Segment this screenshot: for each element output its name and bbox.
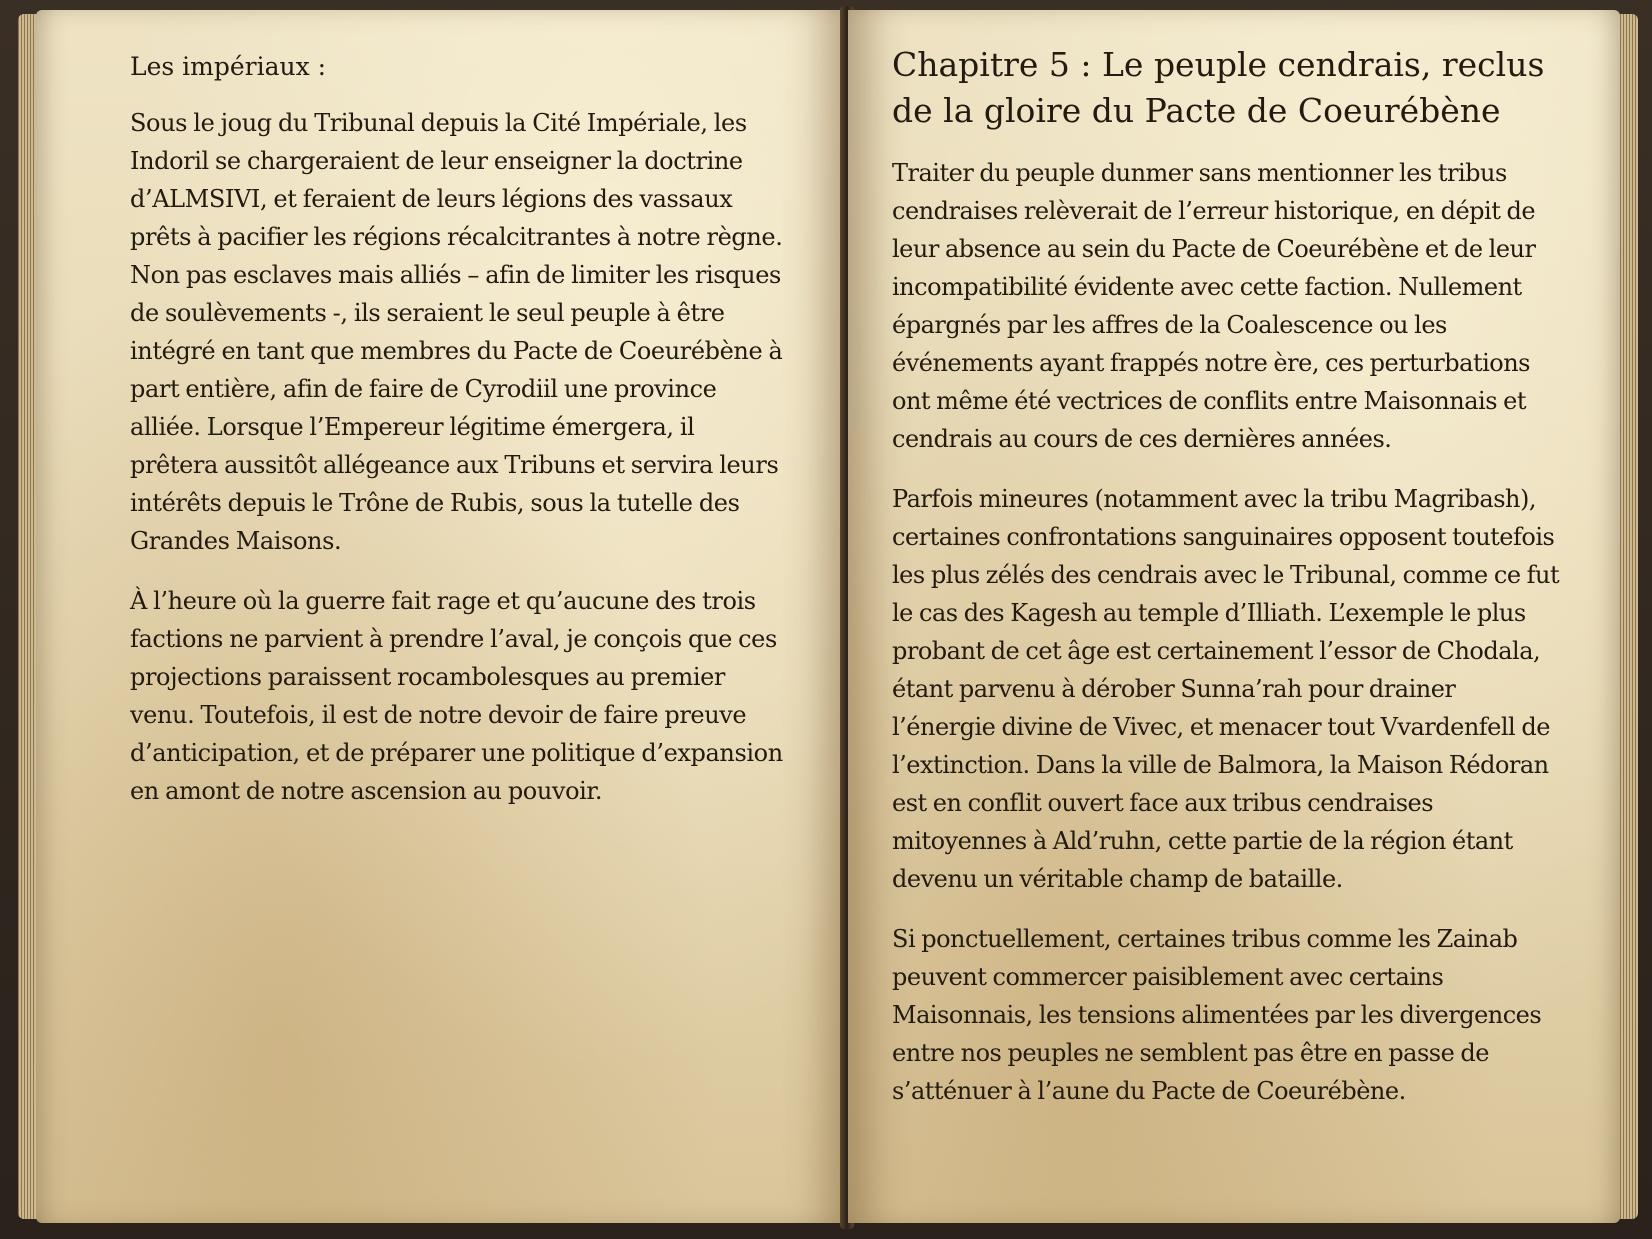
left-page-heading: Les impériaux : xyxy=(130,52,327,81)
left-page-paragraph-1: Sous le joug du Tribunal depuis la Cité Impériale, les Indoril se chargeraient de leur enseigner la doctrine d’ALMSIVI, et feraient de leurs légions des vassaux prêts à pacifier les régions récalcitrantes à notre règne. Non pas esclaves mais alliés – afin de limiter les risques de soulèvements -, ils seraient le seul peuple à être intégré en tant que membres du Pacte de Coeurébène à part entière, afin de faire de Cyrodiil une province alliée. Lorsque l’Empereur légitime émergera, il prêtera aussitôt allégeance aux Tribuns et servira leurs intérêts depuis le Trône de Rubis, sous la tutelle des Grandes Maisons. xyxy=(130,109,783,555)
book-right-page-edges xyxy=(1618,14,1638,1219)
left-page-paragraph-2: À l’heure où la guerre fait rage et qu’aucune des trois factions ne parvient à prendre l’aval, je conçois que ces projections paraissent rocambolesques au premier venu. Toutefois, il est de notre devoir de faire preuve d’anticipation, et de préparer une politique d’expansion en amont de notre ascension au pouvoir. xyxy=(130,587,783,805)
left-page[interactable] xyxy=(36,10,846,1223)
book-left-page-edges xyxy=(18,14,38,1219)
right-page[interactable] xyxy=(848,10,1620,1223)
right-page-paragraph-2: Parfois mineures (notamment avec la tribu Magribash), certaines confrontations sanguinaires opposent toutefois les plus zélés des cendrais avec le Tribunal, comme ce fut le cas des Kagesh au temple d’Illiath. L’exemple le plus probant de cet âge est certainement l’essor de Chodala, étant parvenu à dérober Sunna’rah pour drainer l’énergie divine de Vivec, et menacer tout Vvardenfell de l’extinction. Dans la ville de Balmora, la Maison Rédoran est en conflit ouvert face aux tribus cendraises mitoyennes à Ald’ruhn, cette partie de la région étant devenu un véritable champ de bataille. xyxy=(892,485,1560,893)
chapter-title: Chapitre 5 : Le peuple cendrais, reclus de la gloire du Pacte de Coeurébène xyxy=(892,45,1545,130)
right-page-paragraph-1: Traiter du peuple dunmer sans mentionner les tribus cendraises relèverait de l’erreur historique, en dépit de leur absence au sein du Pacte de Coeurébène et de leur incompatibilité évidente avec cette faction. Nullement épargnés par les affres de la Coalescence ou les événements ayant frappés notre ère, ces perturbations ont même été vectrices de conflits entre Maisonnais et cendrais au cours de ces dernières années. xyxy=(892,159,1536,453)
right-page-paragraph-3: Si ponctuellement, certaines tribus comme les Zainab peuvent commercer paisiblement avec certains Maisonnais, les tensions alimentées par les divergences entre nos peuples ne semblent pas être en passe de s’atténuer à l’aune du Pacte de Coeurébène. xyxy=(892,925,1542,1105)
